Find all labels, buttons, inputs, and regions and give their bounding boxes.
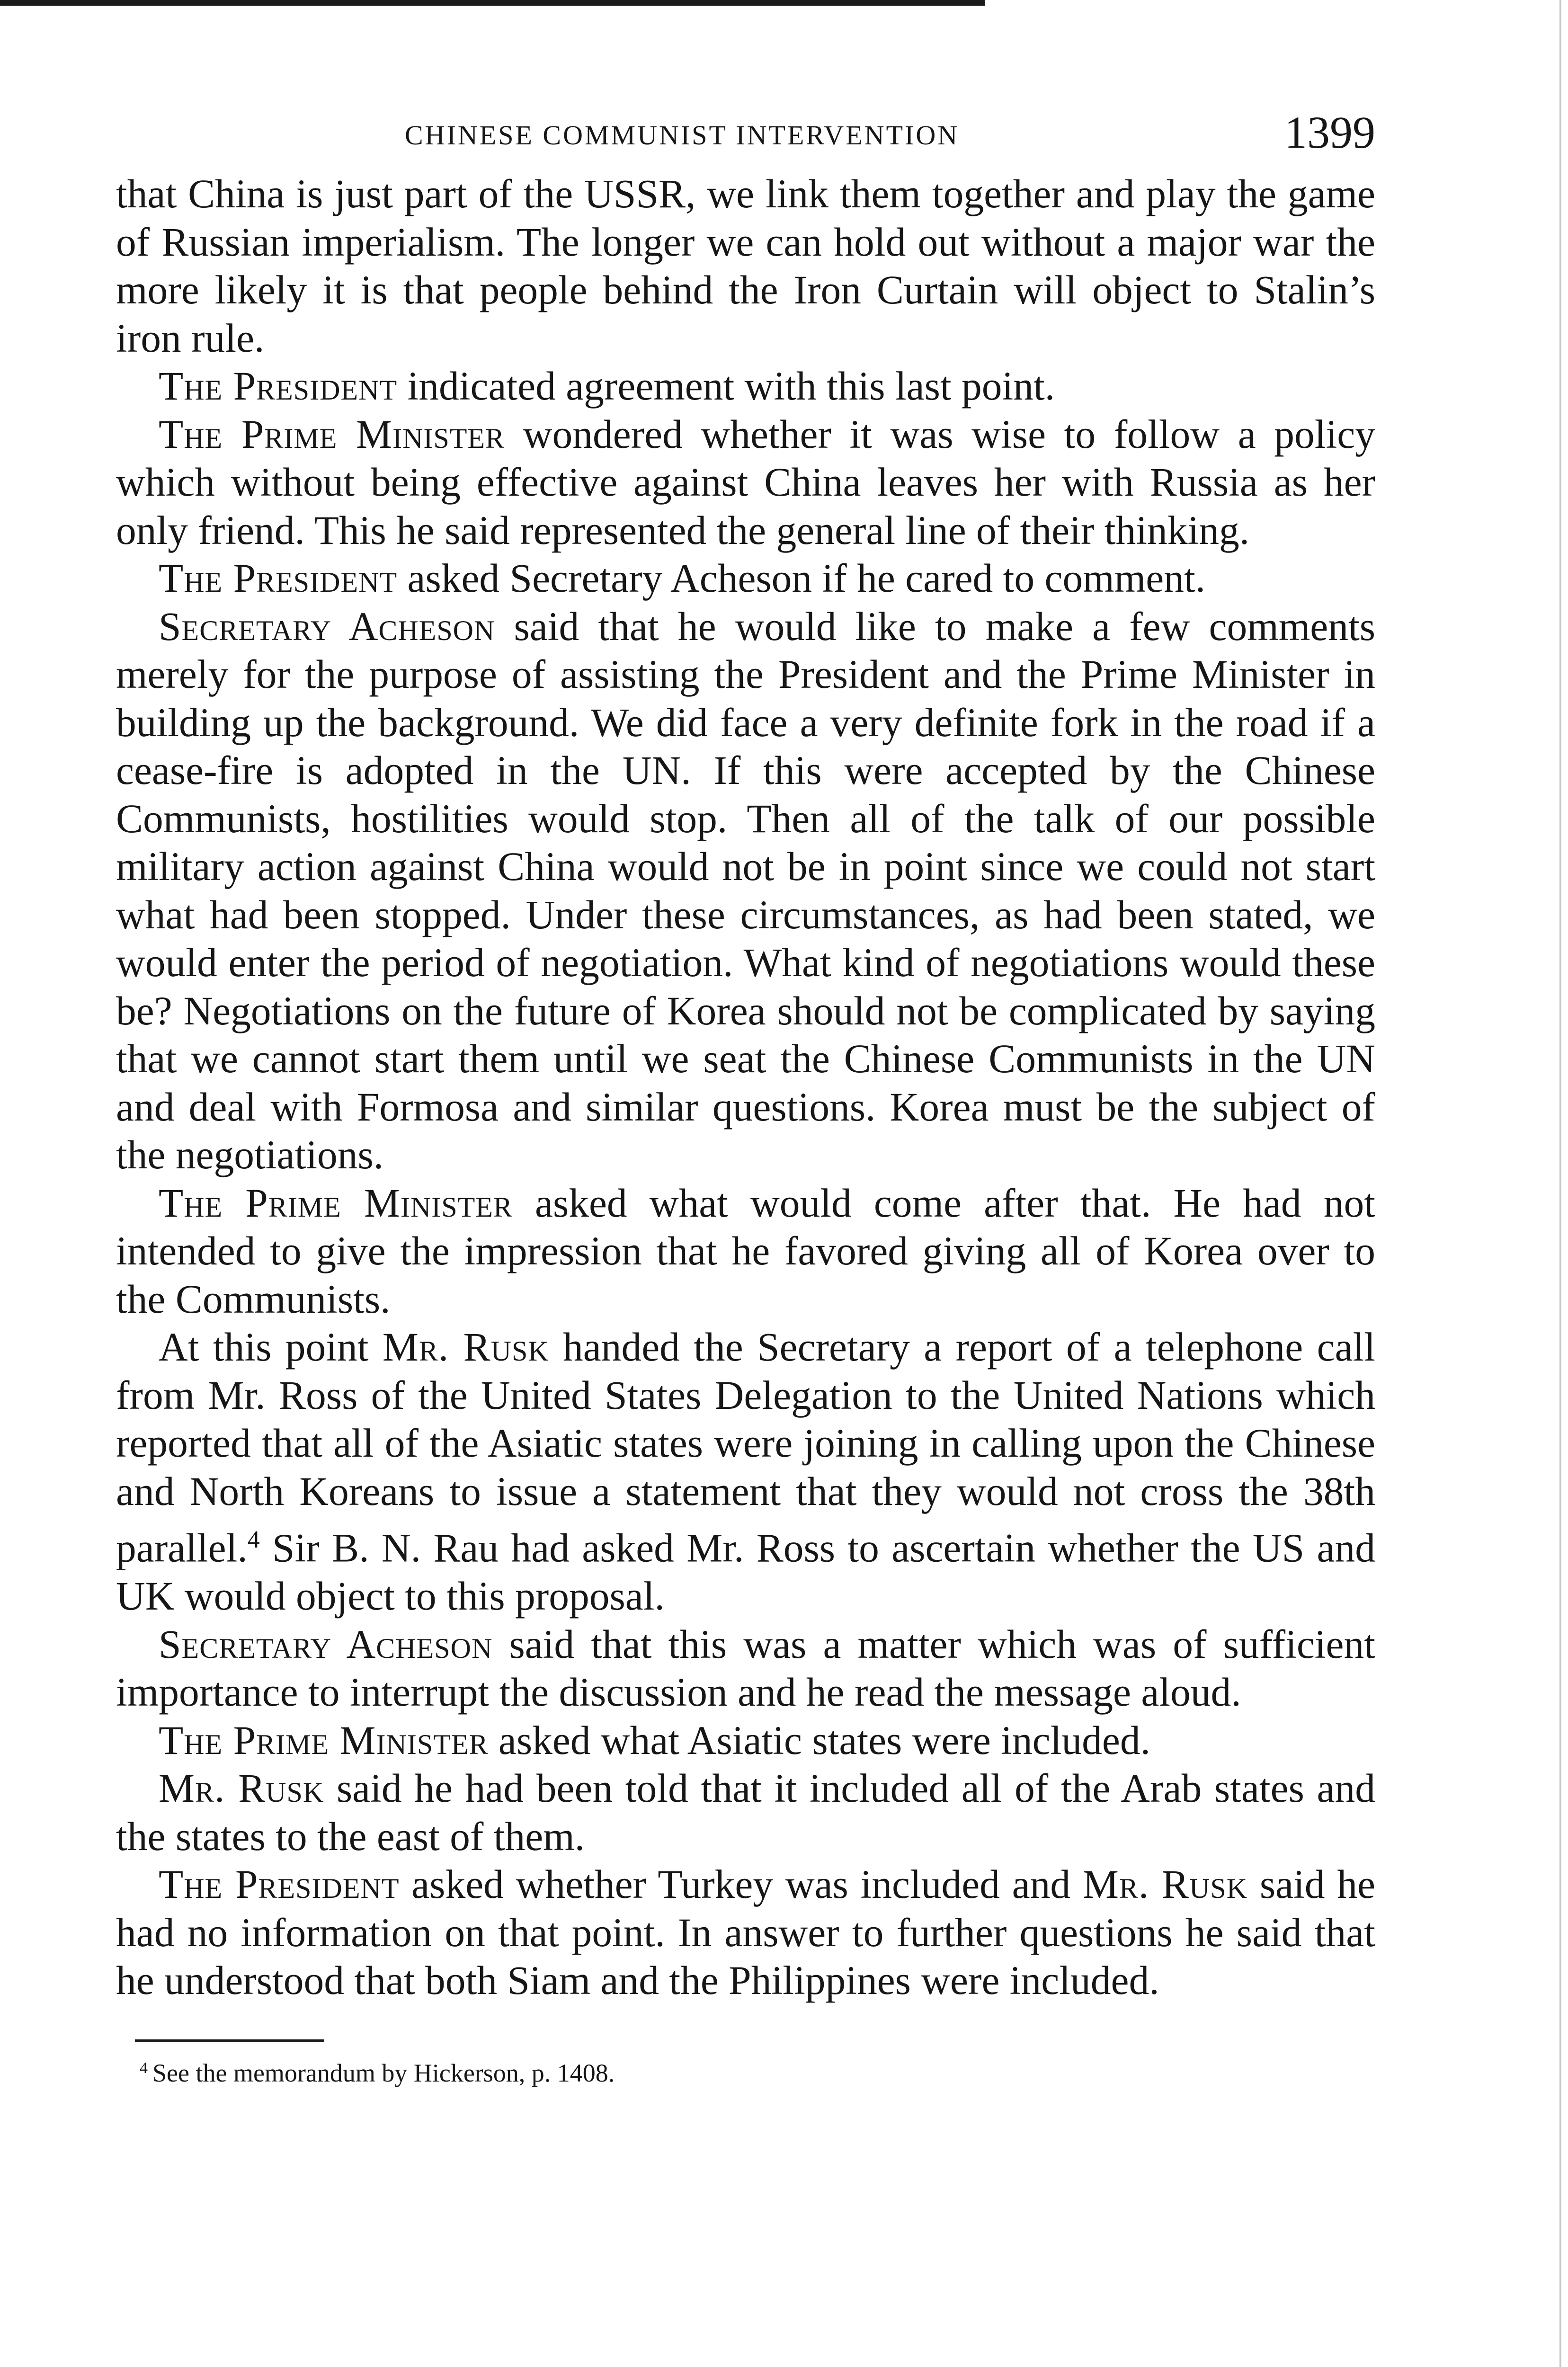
paragraph-lead: At this point (159, 1325, 383, 1370)
footnote-text: See the memorandum by Hickerson, p. 1408. (152, 2058, 615, 2087)
paragraph-rusk-arab-states (116, 1765, 1375, 1861)
speaker-name: The Prime Minister (159, 1718, 489, 1763)
paragraph-acheson-comments (116, 603, 1375, 1180)
running-title: CHINESE COMMUNIST INTERVENTION (405, 120, 960, 151)
paragraph-text: asked what Asiatic states were included. (488, 1718, 1150, 1763)
paragraph-text: indicated agreement with this last point. (397, 364, 1055, 409)
paragraph-president-asks (116, 555, 1375, 603)
paragraph-text: said he had been told that it included all of the Arab states and the states to the east of them. (116, 1766, 1375, 1859)
speaker-name: Secretary Acheson (159, 1622, 493, 1667)
running-head (116, 99, 1375, 170)
speaker-name: The Prime Minister (159, 412, 505, 457)
top-edge-rule (0, 0, 985, 6)
paragraph-text-continued: Sir B. N. Rau had asked Mr. Ross to ascertain whether the US and UK would object to this proposal. (116, 1526, 1375, 1619)
speaker-name: Secretary Acheson (159, 604, 495, 649)
speaker-name: Mr. Rusk (382, 1325, 549, 1370)
book-page (116, 99, 1375, 2088)
paragraph-text: said that he would like to make a few comments merely for the purpose of assisting the President and the Prime Minister in building up the background. We did face a very definite fork in the road if a cease-fire is adopted in the UN. If this were accepted by the Chinese Communists, hostilities would stop. Then all of the talk of our possible military action against China would not be in point since we could not start what had been stopped. Under these circumstances, as had been stated, we would enter the period of negotiation. What kind of negotiations would these be? Negotiations on the future of Korea should not be complicated by saying that we cannot start them until we seat the Chinese Communists in the UN and deal with Formosa and similar questions. Korea must be the subject of the negotiations. (116, 604, 1375, 1177)
paragraph-acheson-reads-message (116, 1621, 1375, 1717)
speaker-name: The President (159, 364, 398, 409)
speaker-name: Mr. Rusk (159, 1766, 324, 1811)
paragraph-president-agreement (116, 363, 1375, 411)
paragraph-text: that China is just part of the USSR, we link them together and play the game of Russian imperialism. The longer we can hold out without a major war the more likely it is that people behind the Iron Curtain will object to Stalin’s iron rule. (116, 172, 1375, 361)
paragraph-prime-minister-policy (116, 411, 1375, 555)
speaker-name: The President (159, 556, 398, 601)
paragraph-text: asked whether Turkey was included and (399, 1862, 1083, 1907)
paragraph-prime-minister-asiatic-states (116, 1717, 1375, 1765)
paragraph-president-turkey (116, 1861, 1375, 2005)
paragraph-text-continued: said he had no information on that point. In answer to further questions he said that he understood that both Siam and the Philippines were included. (116, 1862, 1375, 2003)
footnote-divider (135, 2039, 324, 2042)
paragraph-text: handed the Secretary a report of a telephone call from Mr. Ross of the United States Delegation to the United Nations which reported that all of the Asiatic states were joining in calling upon the Chinese and North Koreans to issue a statement that they would not cross the 38th parallel. (116, 1325, 1375, 1571)
page-edge-shadow (1559, 0, 1561, 2367)
footnote-marker: 4 (140, 2059, 148, 2077)
paragraph-rusk-report (116, 1324, 1375, 1621)
paragraph-text: said that this was a matter which was of sufficient importance to interrupt the discussion and he read the message aloud. (116, 1622, 1375, 1715)
footnote-reference: 4 (247, 1526, 260, 1553)
page-number: 1399 (1284, 107, 1375, 158)
paragraph-text: wondered whether it was wise to follow a policy which without being effective against China leaves her with Russia as her only friend. This he said represented the general line of their thinking. (116, 412, 1376, 553)
speaker-name: The Prime Minister (159, 1181, 513, 1226)
speaker-name: The President (159, 1862, 400, 1907)
paragraph-text: asked Secretary Acheson if he cared to comment. (397, 556, 1206, 601)
speaker-name-2: Mr. Rusk (1082, 1862, 1248, 1907)
paragraph-prime-minister-asks (116, 1180, 1375, 1324)
paragraph-continued (116, 170, 1375, 363)
paragraph-text: asked what would come after that. He had not intended to give the impression that he favored giving all of Korea over to the Communists. (116, 1181, 1375, 1322)
footnote (140, 2058, 1375, 2088)
